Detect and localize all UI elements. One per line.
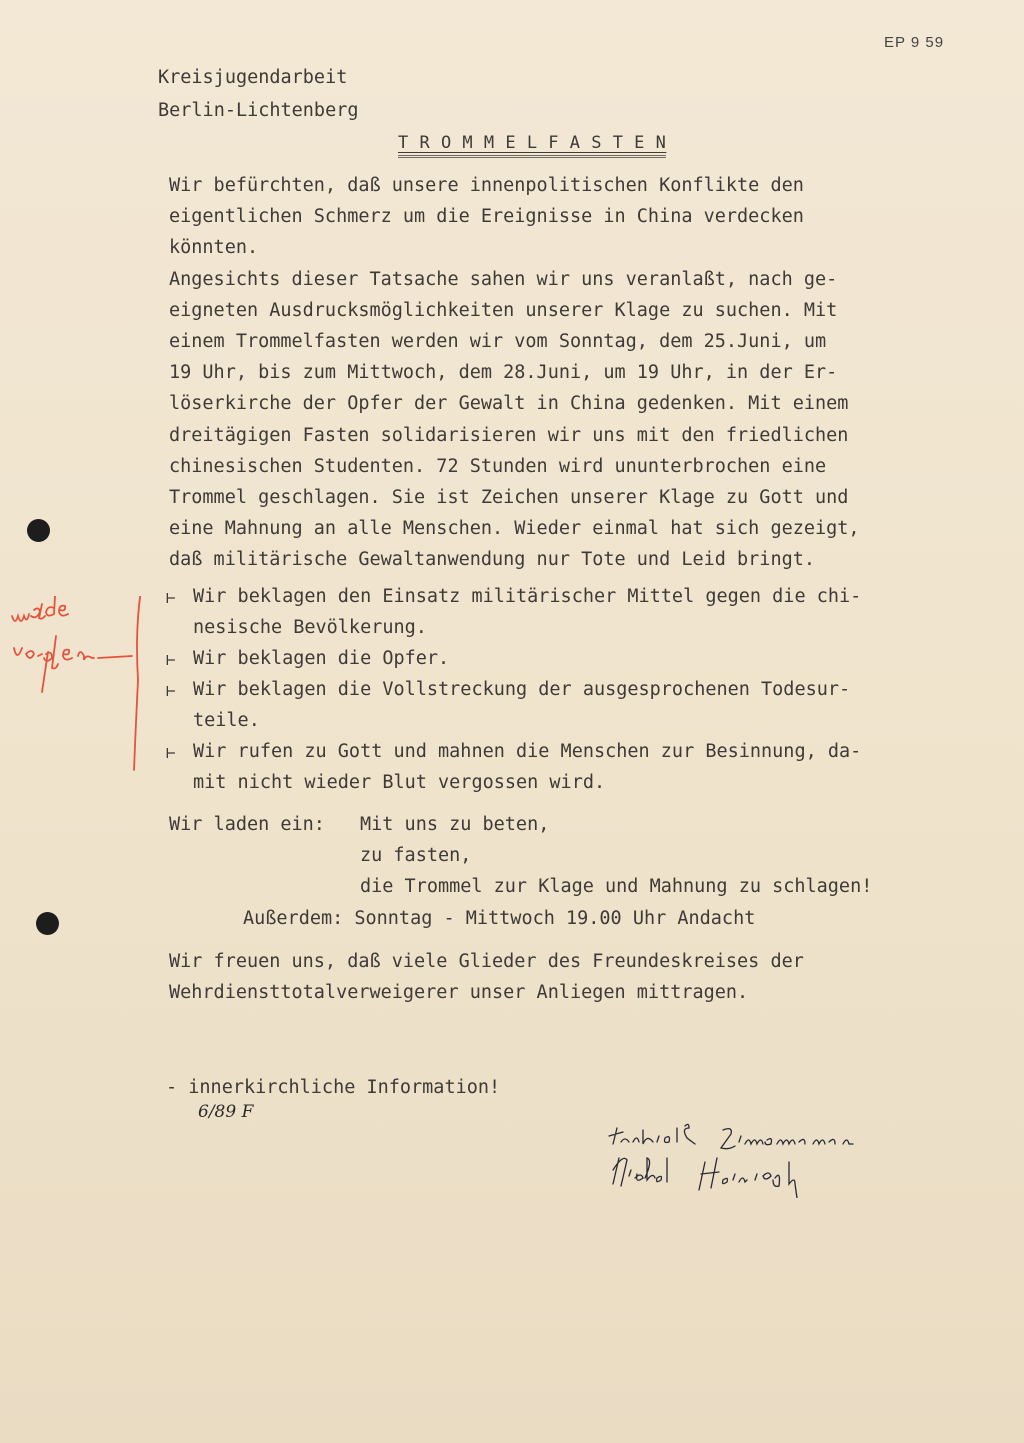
- margin-note-word-1: [12, 596, 68, 621]
- paragraph-line: chinesischen Studenten. 72 Stunden wird ununterbrochen eine: [169, 455, 827, 477]
- paragraph-line: dreitägigen Fasten solidarisieren wir uns mit den friedlichen: [169, 424, 849, 446]
- archive-reference: EP 9 59: [884, 34, 945, 51]
- list-item-line: Wir beklagen den Einsatz militärischer Mittel gegen die chi-: [193, 586, 862, 607]
- punch-hole: [27, 519, 50, 542]
- paragraph-line: Wehrdiensttotalverweigerer unser Anliegen mittragen.: [169, 982, 749, 1003]
- signatures: [605, 1118, 895, 1198]
- invitation-item: Mit uns zu beten,: [360, 814, 550, 835]
- bullet-mark: ⊢: [166, 743, 176, 762]
- lament-list: [166, 586, 966, 803]
- margin-note-word-2: [14, 636, 132, 692]
- paragraph-line: Angesichts dieser Tatsache sahen wir uns veranlaßt, nach ge-: [169, 268, 838, 290]
- paragraph-line: einem Trommelfasten werden wir vom Sonntag, dem 25.Juni, um: [169, 330, 827, 352]
- punch-hole: [36, 912, 59, 935]
- list-item-line: Wir rufen zu Gott und mahnen die Menschen zur Besinnung, da-: [193, 741, 862, 762]
- list-item: [166, 741, 966, 803]
- paragraph-line: löserkirche der Opfer der Gewalt in China gedenken. Mit einem: [169, 393, 849, 415]
- bullet-mark: ⊢: [166, 681, 176, 700]
- margin-annotation: [8, 596, 148, 786]
- list-item-line: nesische Bevölkerung.: [193, 617, 427, 638]
- invitation-extra: Außerdem: Sonntag - Mittwoch 19.00 Uhr Andacht: [243, 908, 756, 929]
- margin-bracket: [134, 596, 141, 770]
- sender-line-1: Kreisjugendarbeit: [158, 67, 348, 88]
- handwritten-number: 6/89 F: [198, 1102, 254, 1122]
- paragraph-line: Trommel geschlagen. Sie ist Zeichen unserer Klage zu Gott und: [169, 486, 849, 508]
- closing-paragraph: [169, 951, 804, 1013]
- paragraph-line: daß militärische Gewaltanwendung nur Tote und Leid bringt.: [169, 549, 816, 571]
- signature-2: [613, 1158, 797, 1198]
- document-title: T R O M M E L F A S T E N: [398, 133, 666, 158]
- intro-paragraph: [169, 175, 969, 580]
- signature-1: [609, 1124, 853, 1148]
- internal-note: - innerkirchliche Information!: [166, 1077, 501, 1098]
- list-item: [166, 648, 966, 679]
- bullet-mark: ⊢: [166, 650, 176, 669]
- paragraph-line: eigneten Ausdrucksmöglichkeiten unserer Klage zu suchen. Mit: [169, 299, 838, 321]
- paragraph-line: Wir befürchten, daß unsere innenpolitischen Konflikte den: [169, 175, 804, 196]
- list-item-line: Wir beklagen die Opfer.: [193, 648, 450, 669]
- sender-line-2: Berlin-Lichtenberg: [158, 100, 359, 121]
- paragraph-line: eigentlichen Schmerz um die Ereignisse in China verdecken: [169, 206, 804, 228]
- list-item-line: Wir beklagen die Vollstreckung der ausgesprochenen Todesur-: [193, 679, 851, 700]
- invitation-item: die Trommel zur Klage und Mahnung zu schlagen!: [360, 876, 873, 897]
- invitation-lead: Wir laden ein:: [169, 814, 325, 835]
- paragraph-line: Wir freuen uns, daß viele Glieder des Freundeskreises der: [169, 951, 804, 972]
- list-item-line: teile.: [193, 710, 260, 731]
- list-item-line: mit nicht wieder Blut vergossen wird.: [193, 772, 606, 793]
- paragraph-line: eine Mahnung an alle Menschen. Wieder einmal hat sich gezeigt,: [169, 518, 860, 540]
- list-item: [166, 586, 966, 648]
- list-item: [166, 679, 966, 741]
- paragraph-line: könnten.: [169, 237, 259, 259]
- paragraph-line: 19 Uhr, bis zum Mittwoch, dem 28.Juni, um 19 Uhr, in der Er-: [169, 362, 838, 384]
- bullet-mark: ⊢: [166, 588, 176, 607]
- invitation-item: zu fasten,: [360, 845, 472, 866]
